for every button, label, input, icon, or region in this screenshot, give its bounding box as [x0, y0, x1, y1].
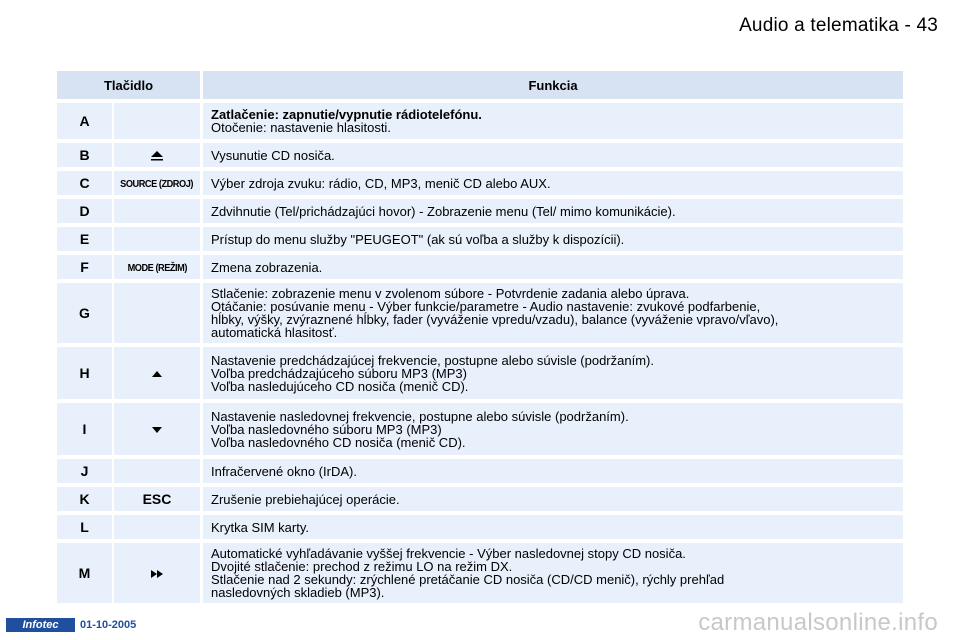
- function-line: Zatlačenie: zapnutie/vypnutie rádiotelefónu.: [211, 107, 482, 122]
- function-line: Prístup do menu služby "PEUGEOT" (ak sú voľba a služby k dispozícii).: [211, 231, 625, 247]
- up-arrow-icon: [151, 366, 163, 381]
- watermark: carmanualsonline.info: [698, 609, 938, 636]
- function-description: [203, 347, 903, 399]
- function-description: [203, 283, 903, 343]
- header-button: Tlačidlo: [57, 71, 200, 99]
- table-body: [57, 103, 903, 603]
- function-description: [203, 487, 903, 511]
- function-description: [203, 143, 903, 167]
- infotec-logo: Infotec: [6, 618, 75, 632]
- button-label: ESC: [142, 490, 172, 507]
- footer-date: 01-10-2005: [80, 619, 137, 631]
- button-icon-cell: [114, 255, 200, 279]
- function-line: Nastavenie nasledovnej frekvencie, postupne alebo súvisle (podržaním).: [211, 408, 629, 424]
- button-function-table: [57, 67, 903, 607]
- button-icon-cell: [114, 459, 200, 483]
- table-row: [57, 143, 903, 167]
- button-key: A: [57, 103, 112, 139]
- fast-forward-icon: [150, 566, 164, 581]
- function-description: [203, 403, 903, 455]
- header-function: Funkcia: [203, 71, 903, 99]
- button-icon-cell: [114, 283, 200, 343]
- button-label: SOURCE (ZDROJ): [120, 178, 194, 190]
- function-line: Zdvihnutie (Tel/prichádzajúci hovor) - Zobrazenie menu (Tel/ mimo komunikácie).: [211, 203, 676, 219]
- function-line: Infračervené okno (IrDA).: [211, 463, 357, 479]
- button-icon-cell: [114, 103, 200, 139]
- button-key: J: [57, 459, 112, 483]
- function-line: Vysunutie CD nosiča.: [211, 147, 335, 163]
- function-description: [203, 543, 903, 603]
- table-row: [57, 283, 903, 343]
- table-header-row: [57, 71, 903, 99]
- function-line: Otočenie: nastavenie hlasitosti.: [211, 120, 391, 135]
- function-description: [203, 103, 903, 139]
- button-key: L: [57, 515, 112, 539]
- function-line: Nastavenie predchádzajúcej frekvencie, postupne alebo súvisle (podržaním).: [211, 352, 654, 368]
- function-line: hĺbky, výšky, zvýraznené hĺbky, fader (vyváženie vpredu/vzadu), balance (vyváženie vpravo/vľavo),: [211, 312, 779, 327]
- function-description: [203, 255, 903, 279]
- button-icon-cell: [114, 199, 200, 223]
- table-row: [57, 255, 903, 279]
- button-icon-cell: [114, 515, 200, 539]
- table-row: [57, 403, 903, 455]
- function-description: [203, 515, 903, 539]
- table-row: [57, 199, 903, 223]
- button-key: K: [57, 487, 112, 511]
- button-icon-cell: [114, 143, 200, 167]
- button-key: M: [57, 543, 112, 603]
- table-row: [57, 459, 903, 483]
- function-line: Dvojité stlačenie: prechod z režimu LO na režim DX.: [211, 559, 513, 574]
- button-icon-cell: [114, 347, 200, 399]
- eject-icon: [149, 147, 165, 162]
- table-row: [57, 171, 903, 195]
- button-key: E: [57, 227, 112, 251]
- function-line: Zrušenie prebiehajúcej operácie.: [211, 491, 400, 507]
- function-line: nasledovných skladieb (MP3).: [211, 585, 385, 600]
- function-line: Voľba nasledovného súboru MP3 (MP3): [211, 421, 442, 437]
- down-arrow-icon: [151, 422, 163, 437]
- function-description: [203, 227, 903, 251]
- table-row: [57, 543, 903, 603]
- button-label: MODE (REŽIM): [127, 262, 187, 274]
- table-row: [57, 103, 903, 139]
- function-description: [203, 171, 903, 195]
- function-line: Voľba nasledovného CD nosiča (menič CD).: [211, 434, 466, 450]
- function-line: Voľba nasledujúceho CD nosiča (menič CD).: [211, 378, 469, 394]
- function-line: Krytka SIM karty.: [211, 519, 309, 535]
- table-row: [57, 227, 903, 251]
- button-key: I: [57, 403, 112, 455]
- table-row: [57, 347, 903, 399]
- button-key: D: [57, 199, 112, 223]
- function-line: Stlačenie nad 2 sekundy: zrýchlené pretáčanie CD nosiča (CD/CD menič), rýchly prehľad: [211, 572, 725, 587]
- button-key: F: [57, 255, 112, 279]
- function-line: Voľba predchádzajúceho súboru MP3 (MP3): [211, 365, 467, 381]
- button-icon-cell: [114, 487, 200, 511]
- function-line: Otáčanie: posúvanie menu - Výber funkcie/parametre - Audio nastavenie: zvukové podfarbenie,: [211, 299, 761, 314]
- function-line: Stlačenie: zobrazenie menu v zvolenom súbore - Potvrdenie zadania alebo úprava.: [211, 286, 690, 301]
- function-line: Zmena zobrazenia.: [211, 259, 323, 275]
- function-line: automatická hlasitosť.: [211, 325, 338, 340]
- button-icon-cell: [114, 227, 200, 251]
- function-line: Výber zdroja zvuku: rádio, CD, MP3, menič CD alebo AUX.: [211, 175, 551, 191]
- button-key: B: [57, 143, 112, 167]
- button-icon-cell: [114, 543, 200, 603]
- button-icon-cell: [114, 403, 200, 455]
- function-line: Automatické vyhľadávanie vyššej frekvencie - Výber nasledovnej stopy CD nosiča.: [211, 546, 686, 561]
- function-description: [203, 199, 903, 223]
- table-row: [57, 487, 903, 511]
- button-icon-cell: [114, 171, 200, 195]
- button-key: C: [57, 171, 112, 195]
- table-row: [57, 515, 903, 539]
- button-key: H: [57, 347, 112, 399]
- button-key: G: [57, 283, 112, 343]
- function-description: [203, 459, 903, 483]
- page-title: Audio a telematika - 43: [739, 15, 938, 36]
